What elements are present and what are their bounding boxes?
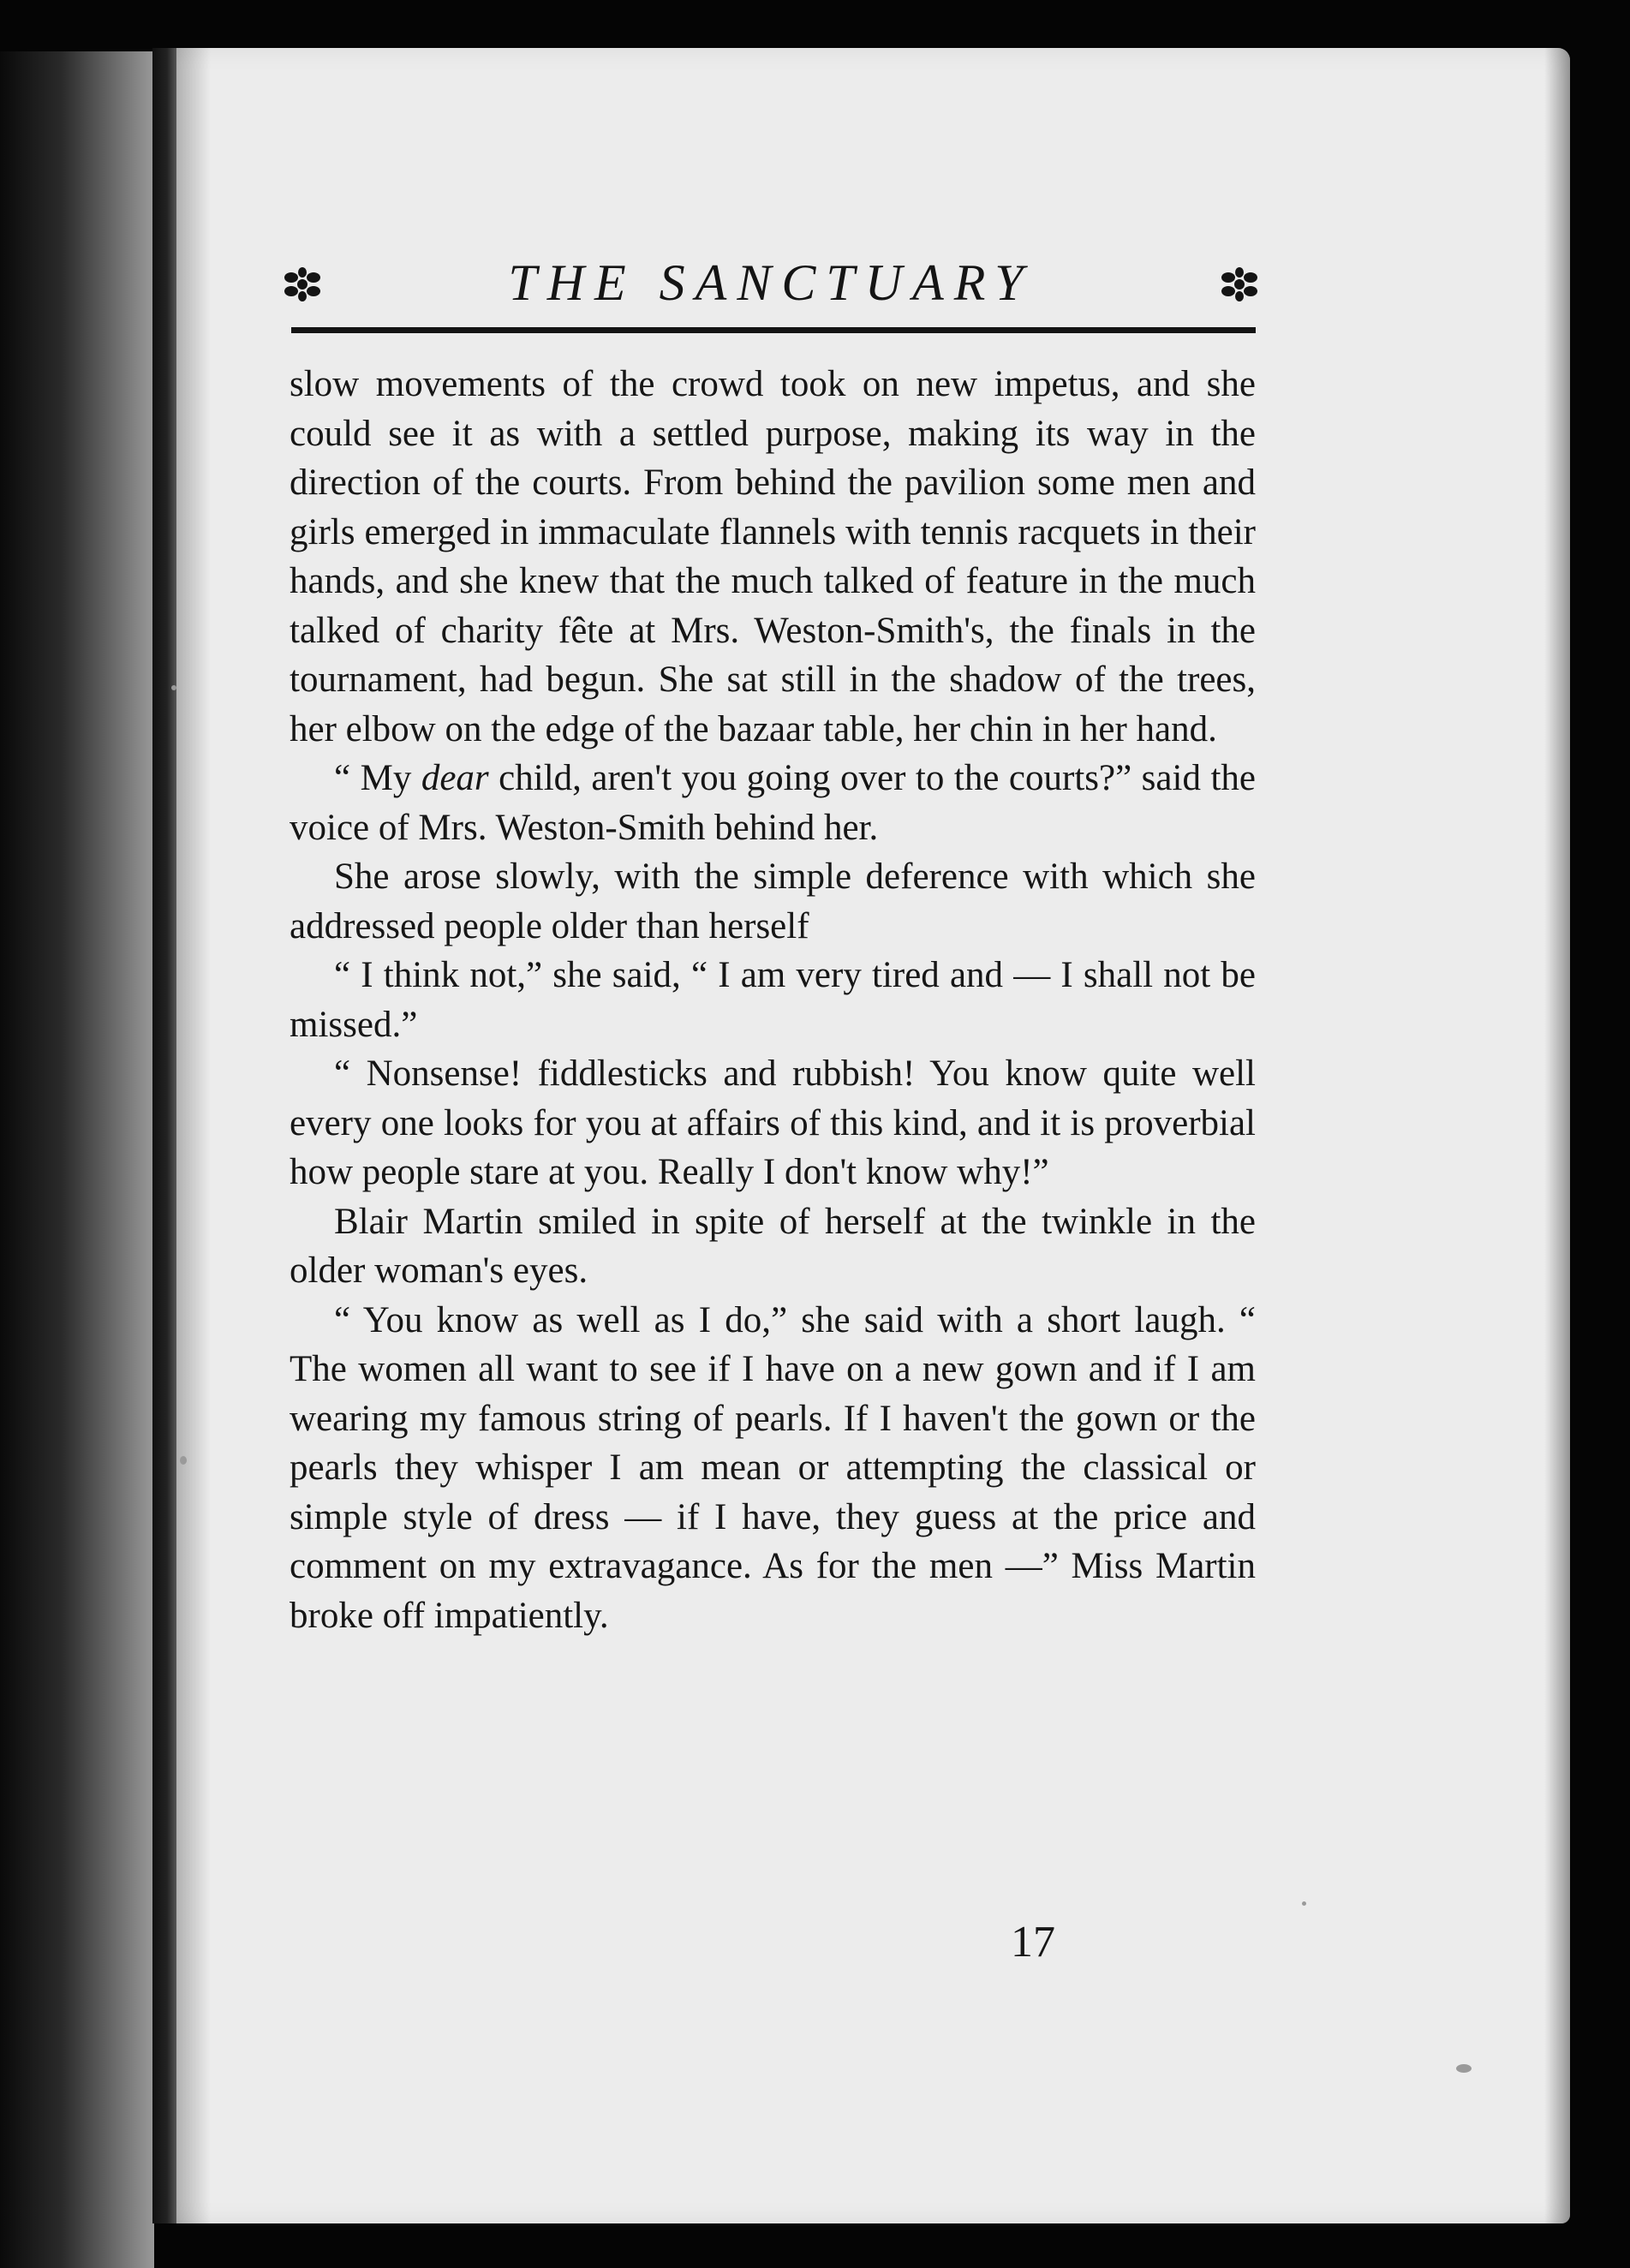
scan-speck bbox=[180, 1456, 187, 1465]
scan-speck bbox=[1302, 1901, 1306, 1906]
paragraph-1: slow movements of the crowd took on new impetus, and she could see it as with a settled purpose, making its way in the direction of the courts. From behind the pavilion some men and girls emerged in immaculate flannels with tennis racquets in their hands, and she knew that the much talked of feature in the much talked of charity fête at Mrs. Weston-Smith's, the finals in the tournament, had begun. She sat still in the shadow of the trees, her elbow on the edge of the bazaar table, her chin in her hand. bbox=[290, 364, 1256, 749]
body-text bbox=[290, 360, 1256, 1640]
scan-speck bbox=[171, 685, 176, 690]
fleuron-icon bbox=[1220, 267, 1259, 301]
paragraph-5: “ Nonsense! fiddlesticks and rubbish! You know quite well every one looks for you at affairs of this kind, and it is proverbial how people stare at you. Really I don't know why!” bbox=[290, 1053, 1256, 1192]
paragraph-7: “ You know as well as I do,” she said with a short laugh. “ The women all want to see if I have on a new gown and if I am wearing my famous string of pearls. If I haven't the gown or the pearls they whisper I am mean or attempting the classical or simple style of dress — if I have, they guess at the price and comment on my extravagance. As for the men —” Miss Martin broke off impatiently. bbox=[290, 1299, 1256, 1636]
gutter-shadow bbox=[176, 48, 211, 2223]
paragraph-2-end: child, aren't you going over to the courts?” said the voice of Mrs. Weston-Smith behind her. bbox=[290, 758, 1256, 848]
scan-speck bbox=[1456, 2064, 1472, 2073]
paragraph-6: Blair Martin smiled in spite of herself at the twinkle in the older woman's eyes. bbox=[290, 1201, 1256, 1291]
paragraph-2 bbox=[290, 754, 1256, 852]
header-rule bbox=[291, 327, 1256, 333]
running-head bbox=[283, 248, 1259, 317]
emphasis-dear: dear bbox=[421, 758, 489, 798]
facing-page-edge bbox=[0, 51, 154, 2268]
page-number: 17 bbox=[1011, 1918, 1055, 1967]
page-edge-shadow bbox=[1544, 48, 1570, 2223]
book-spine bbox=[152, 48, 176, 2223]
paragraph-3: She arose slowly, with the simple deference with which she addressed people older than herself bbox=[290, 856, 1256, 946]
page-title: THE SANCTUARY bbox=[508, 254, 1034, 311]
paragraph-4: “ I think not,” she said, “ I am very tired and — I shall not be missed.” bbox=[290, 955, 1256, 1045]
paragraph-2-start: “ My bbox=[334, 758, 421, 798]
